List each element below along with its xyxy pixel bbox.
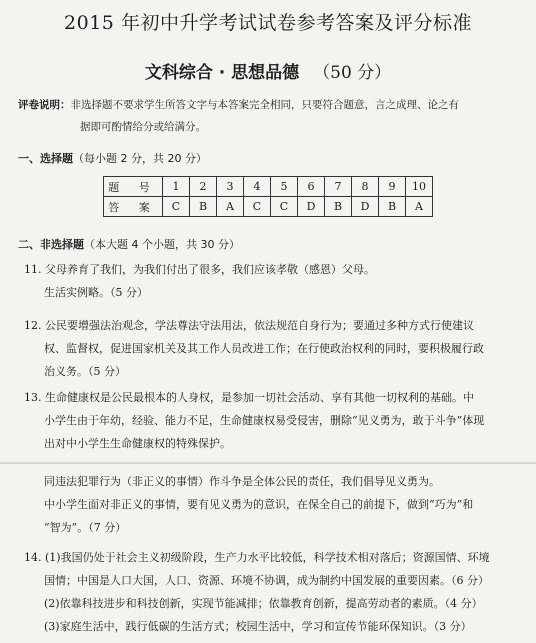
answer-line: 出对中小学生生命健康权的特殊保护。 [44, 437, 231, 450]
section-2-title: 二、非选择题 [18, 238, 84, 251]
grading-note-line1: 非选择题不要求学生所答文字与本答案完全相同，只要符合题意，言之成理、论之有 [70, 99, 459, 111]
answer-cell: C [163, 197, 190, 217]
question-number: 2 [190, 177, 217, 197]
answer-header: 答 案 [104, 197, 163, 217]
scan-seam [0, 462, 536, 464]
answer-line: 治义务。（5 分） [44, 365, 126, 378]
answer-line: 12. 公民要增强法治观念，学法尊法守法用法，依法规范自身行为；要通过多种方式行使建议 [24, 319, 474, 332]
answer-line: 中小学生面对非正义的事情，要有见义勇为的意识，在保全自己的前提下，做到“巧为”和 [44, 498, 474, 511]
answer-q14 [24, 546, 524, 638]
answer-cell: A [406, 197, 433, 217]
total-score: （50 分） [313, 63, 392, 83]
answer-line: 11. 父母养育了我们，为我们付出了很多，我们应该孝敬（感恩）父母。 [24, 263, 375, 276]
section-1-title: 一、选择题 [18, 152, 73, 165]
answer-q11 [24, 258, 524, 304]
answer-q12 [24, 314, 524, 383]
answer-line: 13. 生命健康权是公民最根本的人身权，是参加一切社会活动、享有其他一切权利的基础。中 [24, 391, 474, 404]
section-1-detail: （每小题 2 分，共 20 分） [73, 152, 207, 165]
answer-line: “智为”。（7 分） [44, 521, 127, 534]
question-number: 4 [244, 177, 271, 197]
answer-cell: D [298, 197, 325, 217]
answer-cell: D [352, 197, 379, 217]
answer-line: 权、监督权，促进国家机关及其工作人员改进工作；在行使政治权利的同时，要积极履行政 [44, 342, 484, 355]
section-2-detail: （本大题 4 个小题，共 30 分） [84, 238, 240, 251]
answer-cell: B [379, 197, 406, 217]
answer-line: (2)依靠科技进步和科技创新，实现节能减排；依靠教育创新，提高劳动者的素质。（4 分） [44, 597, 483, 610]
answer-line: (3)家庭生活中，践行低碳的生活方式；校园生活中，学习和宣传节能环保知识。（3 分） [44, 620, 472, 633]
answer-q13 [24, 386, 524, 455]
answer-line: 14. (1)我国仍处于社会主义初级阶段，生产力水平比较低，科学技术相对落后；资源国情、环境 [24, 551, 490, 564]
answer-cell: A [217, 197, 244, 217]
question-number: 7 [325, 177, 352, 197]
answer-line: 国情；中国是人口大国，人口、资源、环境不协调，成为制约中国发展的重要因素。（6 分） [44, 574, 489, 587]
answer-q13-continued [24, 470, 524, 539]
answer-cell: C [271, 197, 298, 217]
question-number: 9 [379, 177, 406, 197]
grading-note [18, 94, 522, 138]
grading-note-label: 评卷说明： [18, 99, 71, 111]
answer-cell: B [325, 197, 352, 217]
section-2-heading [18, 236, 240, 252]
answer-cell: B [190, 197, 217, 217]
answer-line: 同违法犯罪行为（非正义的事情）作斗争是全体公民的责任，我们倡导见义勇为。 [44, 475, 440, 488]
subject-heading [0, 58, 536, 83]
question-number-row [104, 177, 433, 197]
question-number: 10 [406, 177, 433, 197]
question-number: 1 [163, 177, 190, 197]
subject-name: 文科综合 · 思想品德 [144, 63, 300, 83]
answer-cell: C [244, 197, 271, 217]
page-title: 2015 年初中升学考试试卷参考答案及评分标准 [64, 12, 472, 34]
section-1-heading [18, 150, 207, 166]
grading-note-line2: 据即可酌情给分或给满分。 [80, 121, 206, 133]
question-number: 6 [298, 177, 325, 197]
answer-row [104, 197, 433, 217]
answer-table [103, 176, 433, 217]
answer-line: 生活实例略。（5 分） [44, 286, 148, 299]
answer-line: 小学生由于年幼，经验、能力不足，生命健康权易受侵害，删除“见义勇为，敢于斗争”体现 [44, 414, 485, 427]
question-number: 5 [271, 177, 298, 197]
question-number-header: 题 号 [104, 177, 163, 197]
question-number: 8 [352, 177, 379, 197]
question-number: 3 [217, 177, 244, 197]
